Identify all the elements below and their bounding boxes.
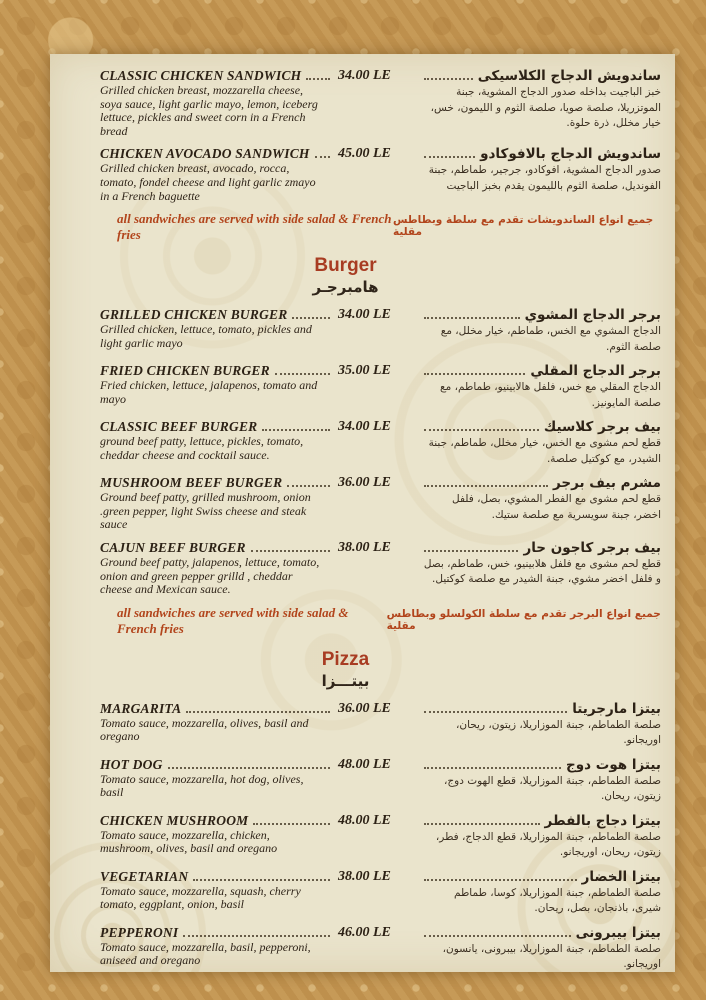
item-desc-ar: قطع لحم مشوى مع الفطر المشوي، بصل، فلفل اخضر، جبنة سويسرية مع صلصة ستيك.	[452, 493, 661, 521]
dotted-leader	[287, 485, 330, 487]
item-name-en: CHICKEN AVOCADO SANDWICH	[100, 146, 310, 162]
item-price: 38.00 LE	[338, 868, 391, 884]
section-header-en: Burger	[314, 255, 377, 277]
item-desc-en: Ground beef patty, grilled mushroom, onion .green pepper, light Swiss cheese and steak sauce	[100, 490, 311, 532]
item-name-en: GRILLED CHICKEN BURGER	[100, 307, 288, 323]
item-desc-ar: قطع لحم مشوى مع الخس، خيار مخلل، طماطم، جبنة الشيدر، مع كوكتيل صلصة.	[428, 437, 661, 465]
dotted-leader	[424, 373, 525, 375]
item-name-ar: ساندويش الدجاج بالافوكادو	[480, 146, 661, 163]
item-desc-en: ground beef patty, lettuce, pickles, tomato, cheddar cheese and cocktail sauce.	[100, 434, 304, 462]
serving-note-row	[70, 605, 661, 637]
section-header-pizza	[70, 649, 621, 691]
serving-note-ar: جميع انواع البرجر تقدم مع سلطة الكولسلو وبطاطس مقلية	[386, 607, 661, 632]
item-name-en: HOT DOG	[100, 756, 163, 772]
item-desc-en: Tomato sauce, mozzarella, hot dog, olives, basil	[100, 771, 304, 800]
item-desc-en: Grilled chicken breast, mozzarella cheese, soya sauce, light garlic mayo, lemon, iceberg lettuce, pickles and sweet corn in a French bread	[100, 83, 318, 138]
item-name-ar: بيتزا دجاج بالفطر	[544, 812, 661, 829]
item-price: 38.00 LE	[338, 539, 391, 555]
item-desc-en: Tomato sauce, mozzarella, basil, pepperoni, aniseed and oregano	[100, 939, 311, 968]
dotted-leader	[186, 711, 330, 713]
item-name-en: CHICKEN MUSHROOM	[100, 812, 249, 828]
item-name-ar: بيتزا الخضار	[581, 868, 661, 885]
dotted-leader	[168, 767, 330, 769]
item-desc-en: Tomato sauce, mozzarella, squash, cherry tomato, eggplant, onion, basil	[100, 883, 301, 912]
item-desc-en: Grilled chicken, lettuce, tomato, pickles and light garlic mayo	[100, 322, 312, 350]
menu-content	[50, 54, 675, 973]
section-header-burger	[70, 255, 621, 297]
item-desc-ar: الدجاج المشوي مع الخس، طماطم، خيار مخلل، مع صلصة الثوم.	[440, 325, 661, 353]
dotted-leader	[292, 317, 330, 319]
item-price: 34.00 LE	[338, 307, 391, 323]
serving-note-row	[70, 211, 661, 243]
item-desc-ar: خبز الباجيت بداخله صدور الدجاج المشوية، جبنة الموتزريلا، صلصة صويا، صلصة الثوم و الليمون، خس، خيار مخلل، ذرة حلوة.	[430, 86, 661, 129]
item-desc-ar: صدور الدجاج المشوية، افوكادو، جرجير، طماطم، جبنة الفونديل، صلصة الثوم بالليمون يقدم بخبز الباجيت	[428, 164, 661, 192]
item-name-ar: برجر الدجاج المشوي	[524, 307, 661, 324]
dotted-leader	[424, 317, 520, 319]
section-header-ar: بيتـــزا	[321, 671, 370, 690]
menu-item-fried-chicken-burger	[70, 363, 661, 411]
item-name-en: MARGARITA	[100, 700, 182, 716]
item-desc-ar: صلصة الطماطم، جبنة الموزاريلا، قطع الهوت دوج، زيتون، ريحان.	[444, 774, 661, 803]
serving-note-en: all sandwiches are served with side salad & French fries	[117, 211, 392, 243]
dotted-leader	[424, 78, 473, 80]
item-price: 48.00 LE	[338, 756, 391, 772]
menu-item-pepperoni	[70, 925, 661, 973]
item-price: 46.00 LE	[338, 924, 391, 940]
dotted-leader	[424, 550, 518, 552]
serving-note-en: all sandwiches are served with side salad & French fries	[117, 604, 349, 636]
menu-item-classic-chicken-sandwich	[70, 68, 661, 138]
item-desc-en: Grilled chicken breast, avocado, rocca, tomato, fondel cheese and light garlic zmayo in a French baguette	[100, 161, 316, 203]
item-name-ar: بيف برجر كاجون حار	[523, 539, 661, 556]
dotted-leader	[275, 373, 330, 375]
dotted-leader	[424, 935, 571, 937]
dotted-leader	[193, 879, 330, 881]
menu-item-classic-beef-burger	[70, 419, 661, 467]
item-desc-ar: صلصة الطماطم، جبنة الموزاريلا، بيبرونى، يانسون، اوريجانو.	[442, 942, 661, 971]
dotted-leader	[424, 767, 561, 769]
item-name-en: CLASSIC CHICKEN SANDWICH	[100, 68, 302, 83]
item-desc-en: Ground beef patty, jalapenos, lettuce, tomato, onion and green pepper grilld , cheddar cheese and Mexican sauce.	[100, 554, 320, 597]
item-desc-ar: صلصة الطماطم، جبنة الموزاريلا، كوسا، طماطم شيرى، باذنجان، بصل، ريحان.	[453, 886, 661, 915]
menu-item-grilled-chicken-burger	[70, 307, 661, 355]
dotted-leader	[424, 485, 548, 487]
menu-page	[50, 54, 675, 972]
serving-note-ar: جميع انواع الساندويشات تقدم مع سلطة وبطاطس مقلية	[392, 214, 654, 239]
item-name-ar: بيف برجر كلاسيك	[543, 419, 661, 436]
menu-item-mushroom-beef-burger	[70, 475, 661, 532]
item-desc-en: Tomato sauce, mozzarella, chicken, mushroom, olives, basil and oregano	[100, 827, 278, 856]
item-name-ar: مشرم بيف برجر	[552, 475, 661, 492]
item-name-ar: بيتزا بيبرونى	[575, 924, 661, 941]
item-name-ar: ساندويش الدجاج الكلاسيكى	[477, 68, 661, 84]
item-desc-ar: صلصة الطماطم، جبنة الموزاريلا، قطع الدجاج، فطر، زيتون، ريحان، اوريجانو.	[435, 830, 661, 859]
item-desc-en: Tomato sauce, mozzarella, olives, basil and oregano	[100, 715, 309, 744]
item-desc-en: Fried chicken, lettuce, jalapenos, tomato and mayo	[100, 378, 318, 406]
item-desc-ar: قطع لحم مشوى مع فلفل هلابينيو، خس، طماطم، بصل و فلفل اخضر مشوي، جبنة الشيدر مع صلصة كوكتيل.	[423, 557, 661, 586]
section-header-ar: هامبرجـر	[312, 278, 379, 297]
dotted-leader	[424, 156, 475, 158]
dotted-leader	[424, 711, 567, 713]
item-price: 34.00 LE	[338, 68, 391, 83]
item-name-en: FRIED CHICKEN BURGER	[100, 363, 270, 379]
item-desc-ar: الدجاج المقلي مع خس، فلفل هالابينيو، طماطم، مع صلصة المايونيز.	[440, 381, 661, 409]
dotted-leader	[253, 823, 330, 825]
menu-item-chicken-avocado-sandwich	[70, 146, 661, 203]
section-header-en: Pizza	[321, 648, 370, 670]
item-price: 36.00 LE	[338, 700, 391, 716]
dotted-leader	[424, 823, 540, 825]
dotted-leader	[315, 156, 330, 158]
item-desc-ar: صلصة الطماطم، جبنة الموزاريلا، زيتون، ريحان، اوريجانو.	[455, 718, 661, 747]
item-name-en: CLASSIC BEEF BURGER	[100, 419, 258, 435]
item-name-en: PEPPERONI	[100, 924, 179, 940]
dotted-leader	[424, 429, 539, 431]
item-name-en: CAJUN BEEF BURGER	[100, 539, 246, 555]
menu-item-chicken-mushroom	[70, 813, 661, 861]
item-name-ar: بيتزا مارجريتا	[572, 700, 661, 717]
dotted-leader	[262, 429, 330, 431]
item-price: 48.00 LE	[338, 812, 391, 828]
item-price: 45.00 LE	[338, 146, 391, 162]
item-name-ar: برجر الدجاج المقلي	[530, 363, 661, 380]
menu-item-vegetarian	[70, 869, 661, 917]
menu-item-hot-dog	[70, 757, 661, 805]
dotted-leader	[424, 879, 577, 881]
dotted-leader	[306, 78, 330, 80]
menu-item-cajun-beef-burger	[70, 540, 661, 597]
dotted-leader	[183, 935, 330, 937]
item-name-en: VEGETARIAN	[100, 868, 189, 884]
item-price: 34.00 LE	[338, 419, 391, 435]
item-price: 35.00 LE	[338, 363, 391, 379]
item-name-en: MUSHROOM BEEF BURGER	[100, 475, 283, 491]
menu-item-margarita	[70, 701, 661, 749]
item-price: 36.00 LE	[338, 475, 391, 491]
item-name-ar: بيتزا هوت دوج	[566, 756, 661, 773]
dotted-leader	[251, 550, 330, 552]
